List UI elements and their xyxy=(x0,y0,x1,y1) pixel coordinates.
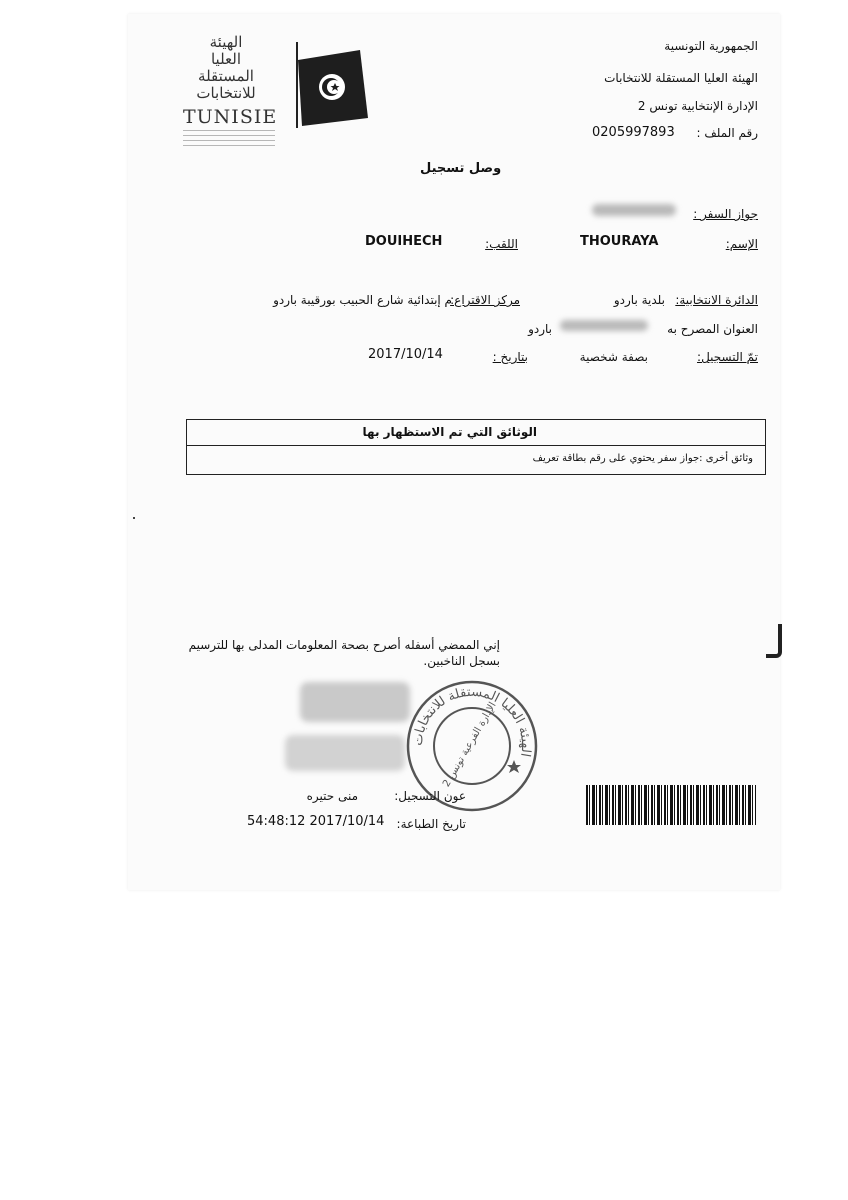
redacted-signature-lower xyxy=(285,735,405,771)
surname-label: اللقب: xyxy=(485,237,518,251)
logo-arabic-line-1: الهيئة xyxy=(209,33,243,51)
administration-name: الإدارة الإنتخابية تونس 2 xyxy=(637,99,758,113)
country-name: الجمهورية التونسية xyxy=(664,39,758,53)
polling-center-value: م إبتدائية شارع الحبيب بورقيبة باردو xyxy=(273,293,452,307)
print-date-value: 54:48:12 2017/10/14 xyxy=(247,814,385,829)
registered-value: بصفة شخصية xyxy=(579,350,648,364)
name-value: THOURAYA xyxy=(580,234,659,249)
file-number-value: 0205997893 xyxy=(592,125,675,140)
print-date-label: تاريخ الطباعة: xyxy=(396,817,466,831)
logo-small-print xyxy=(183,130,275,146)
logo-arabic-line-4: للانتخابات xyxy=(196,84,256,102)
surname-value: DOUIHECH xyxy=(365,234,443,249)
stamp-star-icon xyxy=(507,760,521,773)
polling-center-label: مركز الاقتراع: xyxy=(450,293,520,307)
date-value: 2017/10/14 xyxy=(368,347,443,362)
declaration-line-1: إني الممضي أسفله أصرح بصحة المعلومات المدلى بها للترسيم xyxy=(188,638,500,652)
redacted-passport-number xyxy=(592,204,676,216)
name-label: الإسم: xyxy=(725,237,758,251)
passport-label: جواز السفر : xyxy=(693,207,758,221)
stamp-ring-text: الهيئة العليا المستقلة للانتخابات xyxy=(410,684,534,758)
logo-arabic-line-2: العليا xyxy=(210,50,242,68)
district-value: بلدية باردو xyxy=(613,293,665,307)
declaration-line-2: بسجل الناخبين. xyxy=(423,654,500,668)
stamp-center-text: الإدارة الفرعية تونس 2 xyxy=(441,700,499,790)
file-number-label: رقم الملف : xyxy=(696,126,758,140)
barcode xyxy=(586,785,756,825)
edge-mark xyxy=(766,624,782,658)
agent-label: عون التسجيل: xyxy=(394,789,466,803)
logo-arabic-line-3: المستقلة xyxy=(198,67,254,85)
documents-table xyxy=(186,419,766,475)
authority-name: الهيئة العليا المستقلة للانتخابات xyxy=(604,71,758,85)
logo-acronym: TUNISIE xyxy=(183,106,278,128)
tunisia-flag-icon xyxy=(294,42,374,128)
documents-content: وثائق أخرى :جواز سفر يحتوي على رقم بطاقة تعريف xyxy=(532,453,753,464)
redacted-address xyxy=(560,320,648,331)
documents-title: الوثائق التي تم الاستظهار بها xyxy=(362,425,537,439)
address-value: باردو xyxy=(528,322,552,336)
document-title: وصل تسجيل xyxy=(420,161,502,176)
documents-divider xyxy=(187,445,765,446)
speck xyxy=(133,517,135,519)
date-label: بتاريخ : xyxy=(492,350,528,364)
redacted-signature xyxy=(300,682,410,722)
agent-value: منى حتيره xyxy=(306,789,358,803)
district-label: الدائرة الانتخابية: xyxy=(675,293,758,307)
address-label: العنوان المصرح به xyxy=(667,322,758,336)
registered-label: تمّ التسجيل: xyxy=(697,350,758,364)
